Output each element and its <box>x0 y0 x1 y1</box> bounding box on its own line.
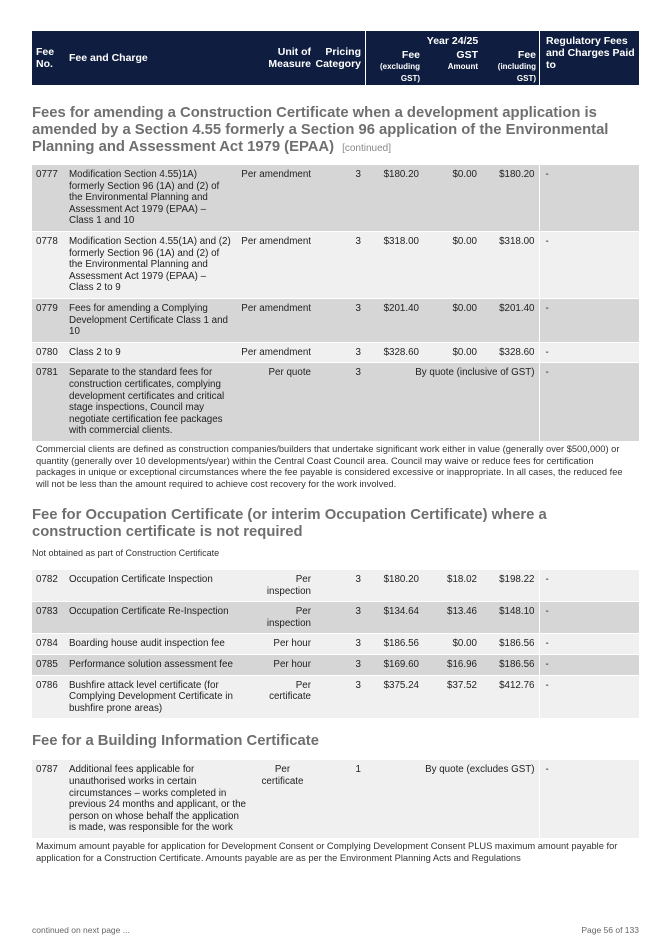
fee-schedule-page <box>32 31 639 868</box>
fee-no: 0787 <box>32 760 65 838</box>
section1-note: Commercial clients are defined as construction companies/builders that undertake significant work either in value (generally over $500,000) or quantity (generally over 10 developments/year) within the Central Coast Council area. Council may waive or reduce fees for certification packages in unique or exceptional circumstances where the fee payable is considered excessive or inappropriate. In all cases, the reduced fee will not be less than the amount required to achieve cost recovery for the work involved. <box>32 442 639 494</box>
table-row <box>32 231 639 298</box>
fee-excluding-gst: $328.60 <box>365 342 423 363</box>
fee-excluding-gst: $318.00 <box>365 231 423 298</box>
unit-of-measure: Per certificate <box>250 760 315 838</box>
fee-no: 0786 <box>32 675 65 719</box>
table-row <box>32 165 639 231</box>
section2-subtitle: Not obtained as part of Construction Certificate <box>32 548 220 559</box>
fee-including-gst: $180.20 <box>481 165 539 231</box>
unit-of-measure: Per inspection <box>250 570 315 602</box>
header-fee-excl: Fee (excluding GST) <box>379 49 420 83</box>
pricing-category: 3 <box>315 602 365 634</box>
regulatory: - <box>539 342 639 363</box>
section1-table <box>32 165 639 442</box>
table-row <box>32 655 639 676</box>
table-row <box>32 634 639 655</box>
fee-including-gst: $186.56 <box>481 655 539 676</box>
unit-of-measure: Per amendment <box>235 298 315 342</box>
gst-amount: $0.00 <box>423 231 481 298</box>
header-fee-and-charge: Fee and Charge <box>69 52 148 64</box>
gst-amount: $0.00 <box>423 634 481 655</box>
fee-quote: By quote (excludes GST) <box>365 760 539 838</box>
gst-amount: $37.52 <box>423 675 481 719</box>
gst-amount: $13.46 <box>423 602 481 634</box>
unit-of-measure: Per amendment <box>235 231 315 298</box>
pricing-category: 3 <box>315 363 365 442</box>
fee-no: 0782 <box>32 570 65 602</box>
header-fee-incl: Fee (including GST) <box>497 49 536 83</box>
table-row <box>32 342 639 363</box>
unit-of-measure: Per hour <box>250 655 315 676</box>
fee-no: 0777 <box>32 165 65 231</box>
section3-title: Fee for a Building Information Certificate <box>32 733 319 750</box>
regulatory: - <box>539 570 639 602</box>
table-row <box>32 363 639 442</box>
fee-excluding-gst: $169.60 <box>365 655 423 676</box>
header-regulatory: Regulatory Fees and Charges Paid to <box>539 31 639 85</box>
table-row <box>32 602 639 634</box>
fee-description: Additional fees applicable for unauthorised works in certain circumstances – works completed in previous 24 months and applicant, or the person on whose behalf the application is made, was responsible for the work <box>65 760 250 838</box>
header-gst: GST Amount <box>447 49 478 71</box>
regulatory: - <box>539 231 639 298</box>
page-number: Page 56 of 133 <box>581 925 639 935</box>
regulatory: - <box>539 165 639 231</box>
fee-description: Fees for amending a Complying Development Certificate Class 1 and 10 <box>65 298 235 342</box>
fee-excluding-gst: $134.64 <box>365 602 423 634</box>
fee-no: 0779 <box>32 298 65 342</box>
fee-including-gst: $201.40 <box>481 298 539 342</box>
fee-description: Performance solution assessment fee <box>65 655 250 676</box>
fee-description: Class 2 to 9 <box>65 342 235 363</box>
regulatory: - <box>539 602 639 634</box>
gst-amount: $0.00 <box>423 342 481 363</box>
pricing-category: 3 <box>315 298 365 342</box>
fee-including-gst: $186.56 <box>481 634 539 655</box>
pricing-category: 1 <box>315 760 365 838</box>
unit-of-measure: Per quote <box>235 363 315 442</box>
header-year: Year 24/25 <box>426 35 479 47</box>
fee-description: Occupation Certificate Re-Inspection <box>65 602 250 634</box>
pricing-category: 3 <box>315 165 365 231</box>
unit-of-measure: Per hour <box>250 634 315 655</box>
fee-excluding-gst: $180.20 <box>365 165 423 231</box>
fee-excluding-gst: $201.40 <box>365 298 423 342</box>
pricing-category: 3 <box>315 675 365 719</box>
fee-no: 0780 <box>32 342 65 363</box>
fee-description: Bushfire attack level certificate (for Complying Development Certificate in bushfire prone areas) <box>65 675 250 719</box>
section2-title: Fee for Occupation Certificate (or interim Occupation Certificate) where a construction certificate is not required <box>32 507 547 541</box>
pricing-category: 3 <box>315 655 365 676</box>
pricing-category: 3 <box>315 231 365 298</box>
unit-of-measure: Per certificate <box>250 675 315 719</box>
regulatory: - <box>539 655 639 676</box>
regulatory: - <box>539 298 639 342</box>
fee-description: Boarding house audit inspection fee <box>65 634 250 655</box>
table-row <box>32 570 639 602</box>
fee-including-gst: $328.60 <box>481 342 539 363</box>
header-fee-no: Fee No. <box>36 46 55 70</box>
regulatory: - <box>539 675 639 719</box>
section3-note: Maximum amount payable for application for Development Consent or Complying Development Consent PLUS maximum amount payable for application for a Construction Certificate. Amounts payable are as per the Environment Planning Acts and Regulations <box>32 839 639 868</box>
fee-excluding-gst: $186.56 <box>365 634 423 655</box>
regulatory: - <box>539 760 639 838</box>
section2-table <box>32 570 639 719</box>
fee-including-gst: $198.22 <box>481 570 539 602</box>
pricing-category: 3 <box>315 570 365 602</box>
header-unit-of-measure: Unit of Measure <box>268 46 311 70</box>
gst-amount: $18.02 <box>423 570 481 602</box>
fee-no: 0783 <box>32 602 65 634</box>
fee-no: 0778 <box>32 231 65 298</box>
section3-table <box>32 760 639 839</box>
fee-description: Modification Section 4.55)1A) formerly Section 96 (1A) and (2) of the Environmental Planning and Assessment Act 1979 (EPAA) – Class 1 and 10 <box>65 165 235 231</box>
fee-no: 0781 <box>32 363 65 442</box>
fee-excluding-gst: $375.24 <box>365 675 423 719</box>
table-row <box>32 298 639 342</box>
fee-no: 0784 <box>32 634 65 655</box>
unit-of-measure: Per inspection <box>250 602 315 634</box>
regulatory: - <box>539 363 639 442</box>
fee-including-gst: $412.76 <box>481 675 539 719</box>
fee-no: 0785 <box>32 655 65 676</box>
fee-excluding-gst: $180.20 <box>365 570 423 602</box>
table-header <box>32 31 639 85</box>
gst-amount: $0.00 <box>423 298 481 342</box>
header-pricing-category: Pricing Category <box>315 46 361 70</box>
fee-description: Modification Section 4.55(1A) and (2) formerly Section 96 (1A) and (2) of the Environmental Planning and Assessment Act 1979 (EPAA) – Class 2 to 9 <box>65 231 235 298</box>
fee-description: Occupation Certificate Inspection <box>65 570 250 602</box>
fee-quote: By quote (inclusive of GST) <box>365 363 539 442</box>
unit-of-measure: Per amendment <box>235 342 315 363</box>
pricing-category: 3 <box>315 634 365 655</box>
gst-amount: $16.96 <box>423 655 481 676</box>
fee-including-gst: $148.10 <box>481 602 539 634</box>
regulatory: - <box>539 634 639 655</box>
table-row <box>32 675 639 719</box>
continued-note: continued on next page ... <box>32 925 130 935</box>
header-year-group <box>365 31 539 85</box>
pricing-category: 3 <box>315 342 365 363</box>
gst-amount: $0.00 <box>423 165 481 231</box>
section1-title: Fees for amending a Construction Certificate when a development application is amended by a Section 4.55 formerly a Section 96 application of the Environmental Planning and Assessment Act 1979 (EPAA) [continued] <box>32 105 609 155</box>
fee-including-gst: $318.00 <box>481 231 539 298</box>
table-row <box>32 760 639 838</box>
fee-description: Separate to the standard fees for construction certificates, complying development certificates and critical stage inspections, Council may negotiate certification fee packages with commercial clients. <box>65 363 235 442</box>
unit-of-measure: Per amendment <box>235 165 315 231</box>
